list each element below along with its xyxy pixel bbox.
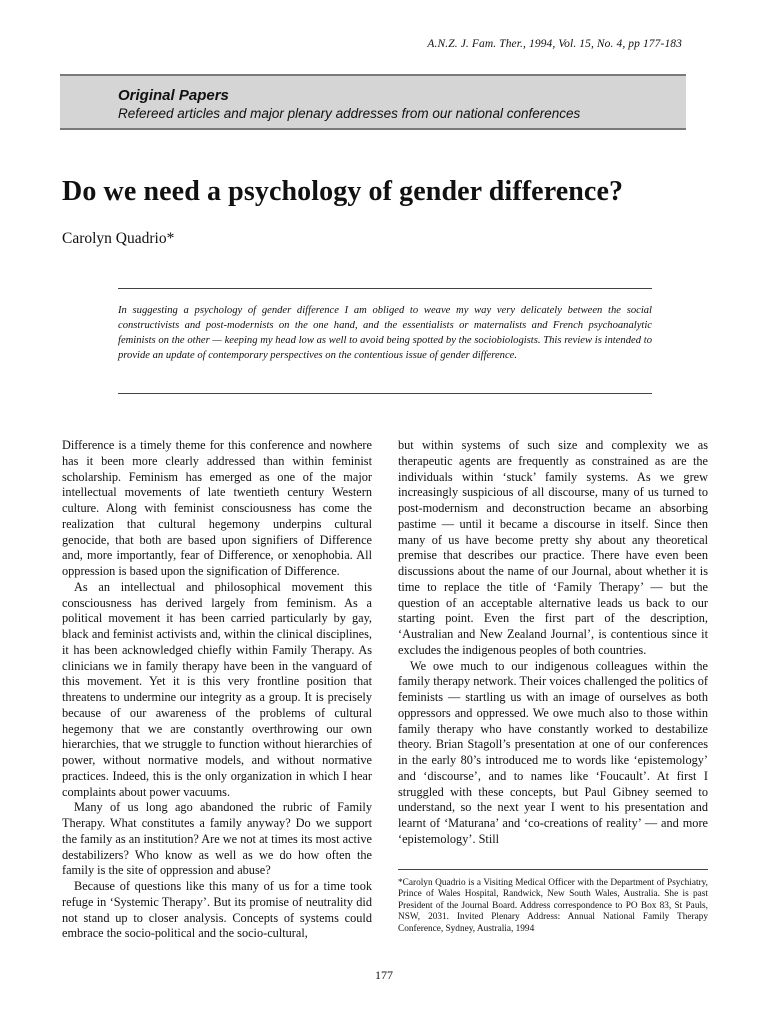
section-banner (60, 74, 686, 130)
paragraph: but within systems of such size and complexity we as therapeutic agents are frequently as constrained as are the individuals within ‘stuck’ family systems. As we grew increasingly suspicious of all discourse, many of us turned to post-modernism and deconstruction became an absorbing pastime — until it became a discourse in itself. Since then many of us have become pretty shy about any theoretical premise that describes our practice. There have even been discussions about the name of our Journal, about whether it is time to replace the title of ‘Family Therapy’ — but the question of an acceptable alternative leads us back to our starting point. Even the first part of the description, ‘Australian and New Zealand Journal’, is contentious since it excludes the indigenous peoples of both countries. (398, 438, 708, 657)
article-author: Carolyn Quadrio* (62, 230, 175, 247)
body-column-left (62, 438, 372, 942)
abstract-bottom-rule (118, 393, 652, 394)
paragraph: Because of questions like this many of us for a time took refuge in ‘Systemic Therapy’. But its promise of neutrality did not stand up to closer analysis. Concepts of systems could embrace the socio-political and the socio-cultural, (62, 879, 372, 941)
banner-title: Original Papers (118, 87, 229, 104)
paragraph: We owe much to our indigenous colleagues within the family therapy network. Their voices challenged the politics of feminists — startling us with an image of ourselves as both oppressors and oppressed. We owe much also to those within family therapy who have constantly worked to destabilize theory. Brian Stagoll’s presentation at one of our conferences in the early 80’s introduced me to words like ‘epistemology’ and ‘discourse’, and to names like ‘Foucault’. At first I struggled with these concepts, but Paul Gibney seemed to understand, so the next year I went to his presentation and learnt of ‘Maturana’ and ‘co-creations of reality’ — and more ‘epistemology’. Still (398, 658, 708, 846)
paragraph: Many of us long ago abandoned the rubric of Family Therapy. What constitutes a family anyway? Do we support the family as an institution? Are we not at times its most active destabilizers? Who know as well as we do how often the family is the site of oppression and abuse? (62, 800, 372, 878)
body-column-right (398, 438, 708, 848)
article-title: Do we need a psychology of gender difference? (62, 176, 624, 207)
abstract-top-rule (118, 288, 652, 289)
journal-citation: A.N.Z. J. Fam. Ther., 1994, Vol. 15, No. 4, pp 177-183 (427, 38, 682, 50)
paragraph: Difference is a timely theme for this conference and nowhere has it been more clearly addressed than within feminist scholarship. Feminism has emerged as one of the major intellectual movements of late twentieth century Western culture. Along with feminist consciousness has come the realization that cultural hegemony underpins cultural genocide, that both are based upon signifiers of Difference and, more importantly, fear of Difference, or xenophobia. All oppression is based upon the signification of Difference. (62, 438, 372, 578)
page-number: 177 (375, 968, 393, 982)
abstract: In suggesting a psychology of gender difference I am obliged to weave my way very delicately between the social constructivists and post-modernists on the one hand, and the essentialists or maternalists and French psychoanalytic feminists on the other — keeping my head low as well to avoid being spotted by the sociobiologists. This review is intended to provide an update of contemporary perspectives on the contentious issue of gender difference. (118, 305, 652, 361)
author-footnote: *Carolyn Quadrio is a Visiting Medical Officer with the Department of Psychiatry, Prince of Wales Hospital, Randwick, New South Wales, Australia. She is past President of the Journal Board. Address correspondence to PO Box 83, St Pauls, NSW, 2031. Invited Plenary Address: Annual National Family Therapy Conference, Sydney, Australia, 1994 (398, 878, 708, 934)
paragraph: As an intellectual and philosophical movement this consciousness has derived largely from feminism. As a political movement it has been carried particularly by gay, black and feminist activists and, within the clinical disciplines, it has been acknowledged chiefly within Family Therapy. As clinicians we in family therapy have been in the vanguard of this movement. Yet it is this very frontline position that threatens to undermine our integrity as a group. It is precisely because of our awareness of the problems of cultural hegemony that we are constantly overthrowing our own hierarchies, that we struggle to function without hierarchies of power, without normative models, and without normative practices. Indeed, this is the only organization in which I hear complaints about power vacuums. (62, 579, 372, 799)
footnote-rule (398, 869, 708, 870)
banner-subtitle: Refereed articles and major plenary addresses from our national conferences (118, 106, 581, 121)
